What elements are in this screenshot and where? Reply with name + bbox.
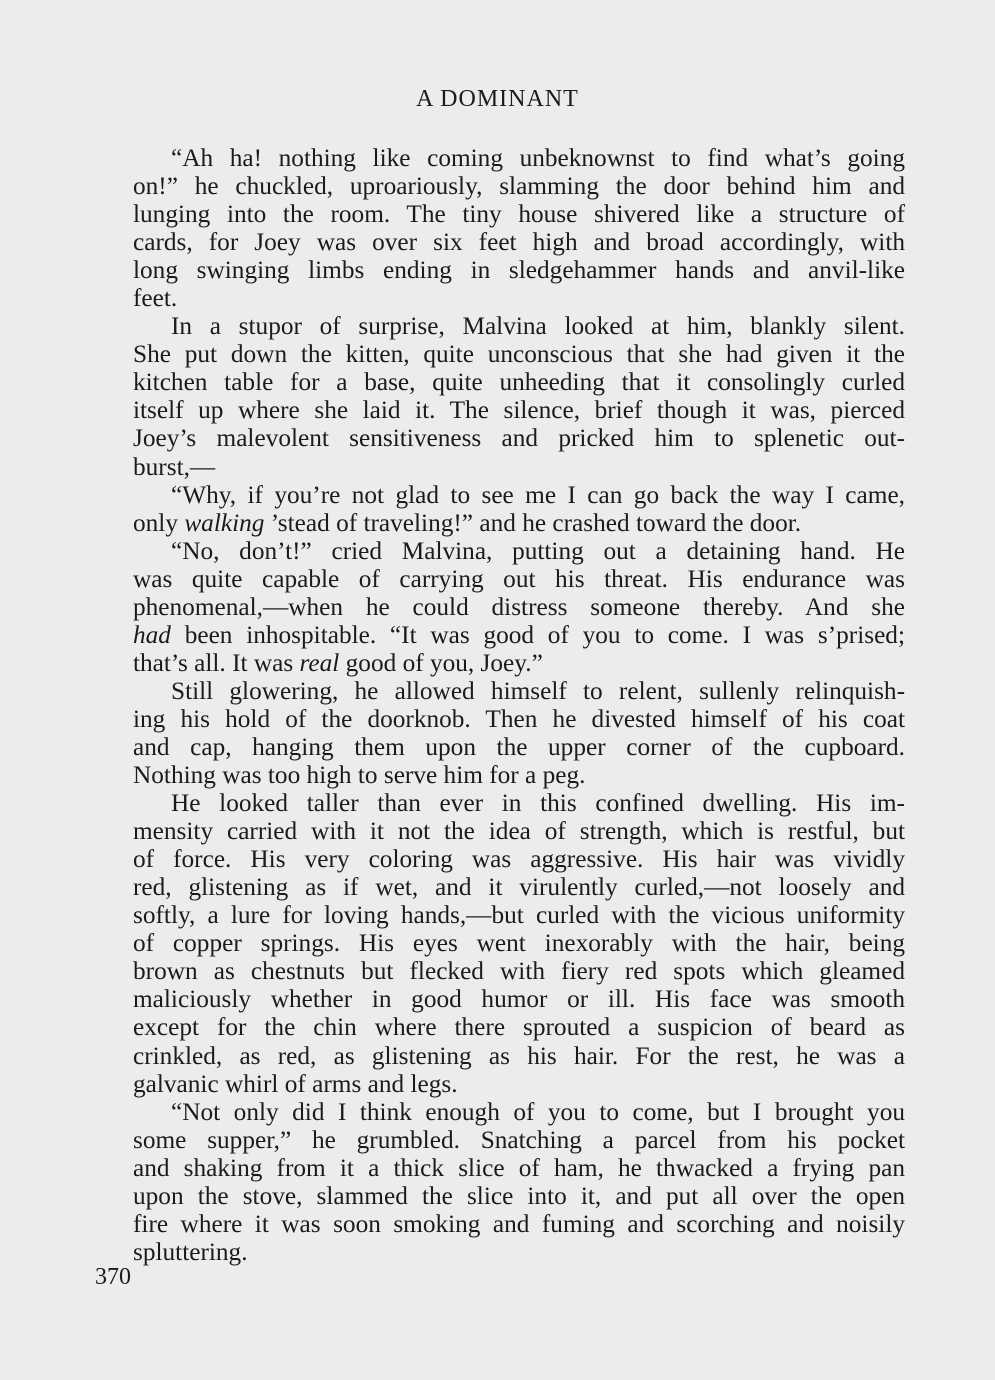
text-line: softly, a lure for loving hands,—but curled with the vicious uniformity (133, 901, 905, 930)
text-line: “Ah ha! nothing like coming unbeknownst to find what’s going (171, 144, 905, 172)
body-text (95, 144, 905, 1266)
paragraph (95, 677, 905, 789)
text-line: “Why, if you’re not glad to see me I can go back the way I came, (171, 480, 905, 509)
text-line: and cap, hanging them upon the upper corner of the cupboard. (133, 732, 905, 761)
text-line: except for the chin where there sprouted a suspicion of beard as (133, 1013, 905, 1042)
text-line: maliciously whether in good humor or ill. His face was smooth (133, 985, 905, 1014)
text-line: brown as chestnuts but flecked with fiery red spots which gleamed (133, 957, 905, 986)
text-line: galvanic whirl of arms and legs. (133, 1069, 458, 1098)
text-line: crinkled, as red, as glistening as his hair. For the rest, he was a (133, 1041, 905, 1070)
text-line: feet. (133, 284, 178, 313)
text-line: spluttering. (133, 1237, 248, 1266)
paragraph (95, 144, 905, 312)
text-line: and shaking from it a thick slice of ham, he thwacked a frying pan (133, 1153, 905, 1182)
paragraph (95, 1098, 905, 1266)
page-number: 370 (95, 1264, 131, 1290)
text-line: She put down the kitten, quite unconscious that she had given it the (133, 340, 905, 369)
text-line: lunging into the room. The tiny house shivered like a structure of (133, 200, 905, 229)
text-line: fire where it was soon smoking and fuming and scorching and noisily (133, 1209, 905, 1238)
text-line: ing his hold of the doorknob. Then he divested himself of his coat (133, 704, 905, 733)
text-line-italic: had been inhospitable. “It was good of you to come. I was s’prised; (133, 620, 905, 649)
text-line: of copper springs. His eyes went inexorably with the hair, being (133, 929, 905, 958)
text-line: burst,— (133, 452, 216, 481)
text-line: itself up where she laid it. The silence, brief though it was, pierced (133, 396, 905, 425)
paragraph (95, 312, 905, 480)
text-line: some supper,” he grumbled. Snatching a parcel from his pocket (133, 1125, 905, 1154)
text-line: Joey’s malevolent sensitiveness and pricked him to splenetic out- (133, 424, 905, 453)
text-line: kitchen table for a base, quite unheeding that it consolingly curled (133, 368, 905, 397)
paragraph (95, 481, 905, 537)
paragraph (95, 537, 905, 677)
text-line-italic: that’s all. It was real good of you, Joey.” (133, 648, 543, 677)
text-line-italic: only walking ’stead of traveling!” and he crashed toward the door. (133, 508, 802, 537)
text-line: of force. His very coloring was aggressive. His hair was vividly (133, 845, 905, 874)
text-line: phenomenal,—when he could distress someone thereby. And she (133, 592, 905, 621)
text-line: Still glowering, he allowed himself to relent, sullenly relinquish- (171, 676, 905, 705)
text-line: upon the stove, slammed the slice into it, and put all over the open (133, 1181, 905, 1210)
text-line: red, glistening as if wet, and it virulently curled,—not loosely and (133, 873, 905, 902)
text-line: was quite capable of carrying out his threat. His endurance was (133, 564, 905, 593)
text-line: on!” he chuckled, uproariously, slamming the door behind him and (133, 172, 905, 201)
text-line: “Not only did I think enough of you to come, but I brought you (171, 1097, 905, 1126)
running-head: A DOMINANT (416, 86, 579, 112)
paragraph (95, 789, 905, 1098)
text-line: mensity carried with it not the idea of strength, which is restful, but (133, 817, 905, 846)
text-line: In a stupor of surprise, Malvina looked at him, blankly silent. (171, 312, 905, 341)
text-line: “No, don’t!” cried Malvina, putting out a detaining hand. He (171, 536, 905, 565)
text-line: long swinging limbs ending in sledgehammer hands and anvil-like (133, 256, 905, 285)
text-line: cards, for Joey was over six feet high and broad accordingly, with (133, 228, 905, 257)
text-line: Nothing was too high to serve him for a peg. (133, 761, 586, 790)
text-line: He looked taller than ever in this confined dwelling. His im- (171, 789, 905, 818)
